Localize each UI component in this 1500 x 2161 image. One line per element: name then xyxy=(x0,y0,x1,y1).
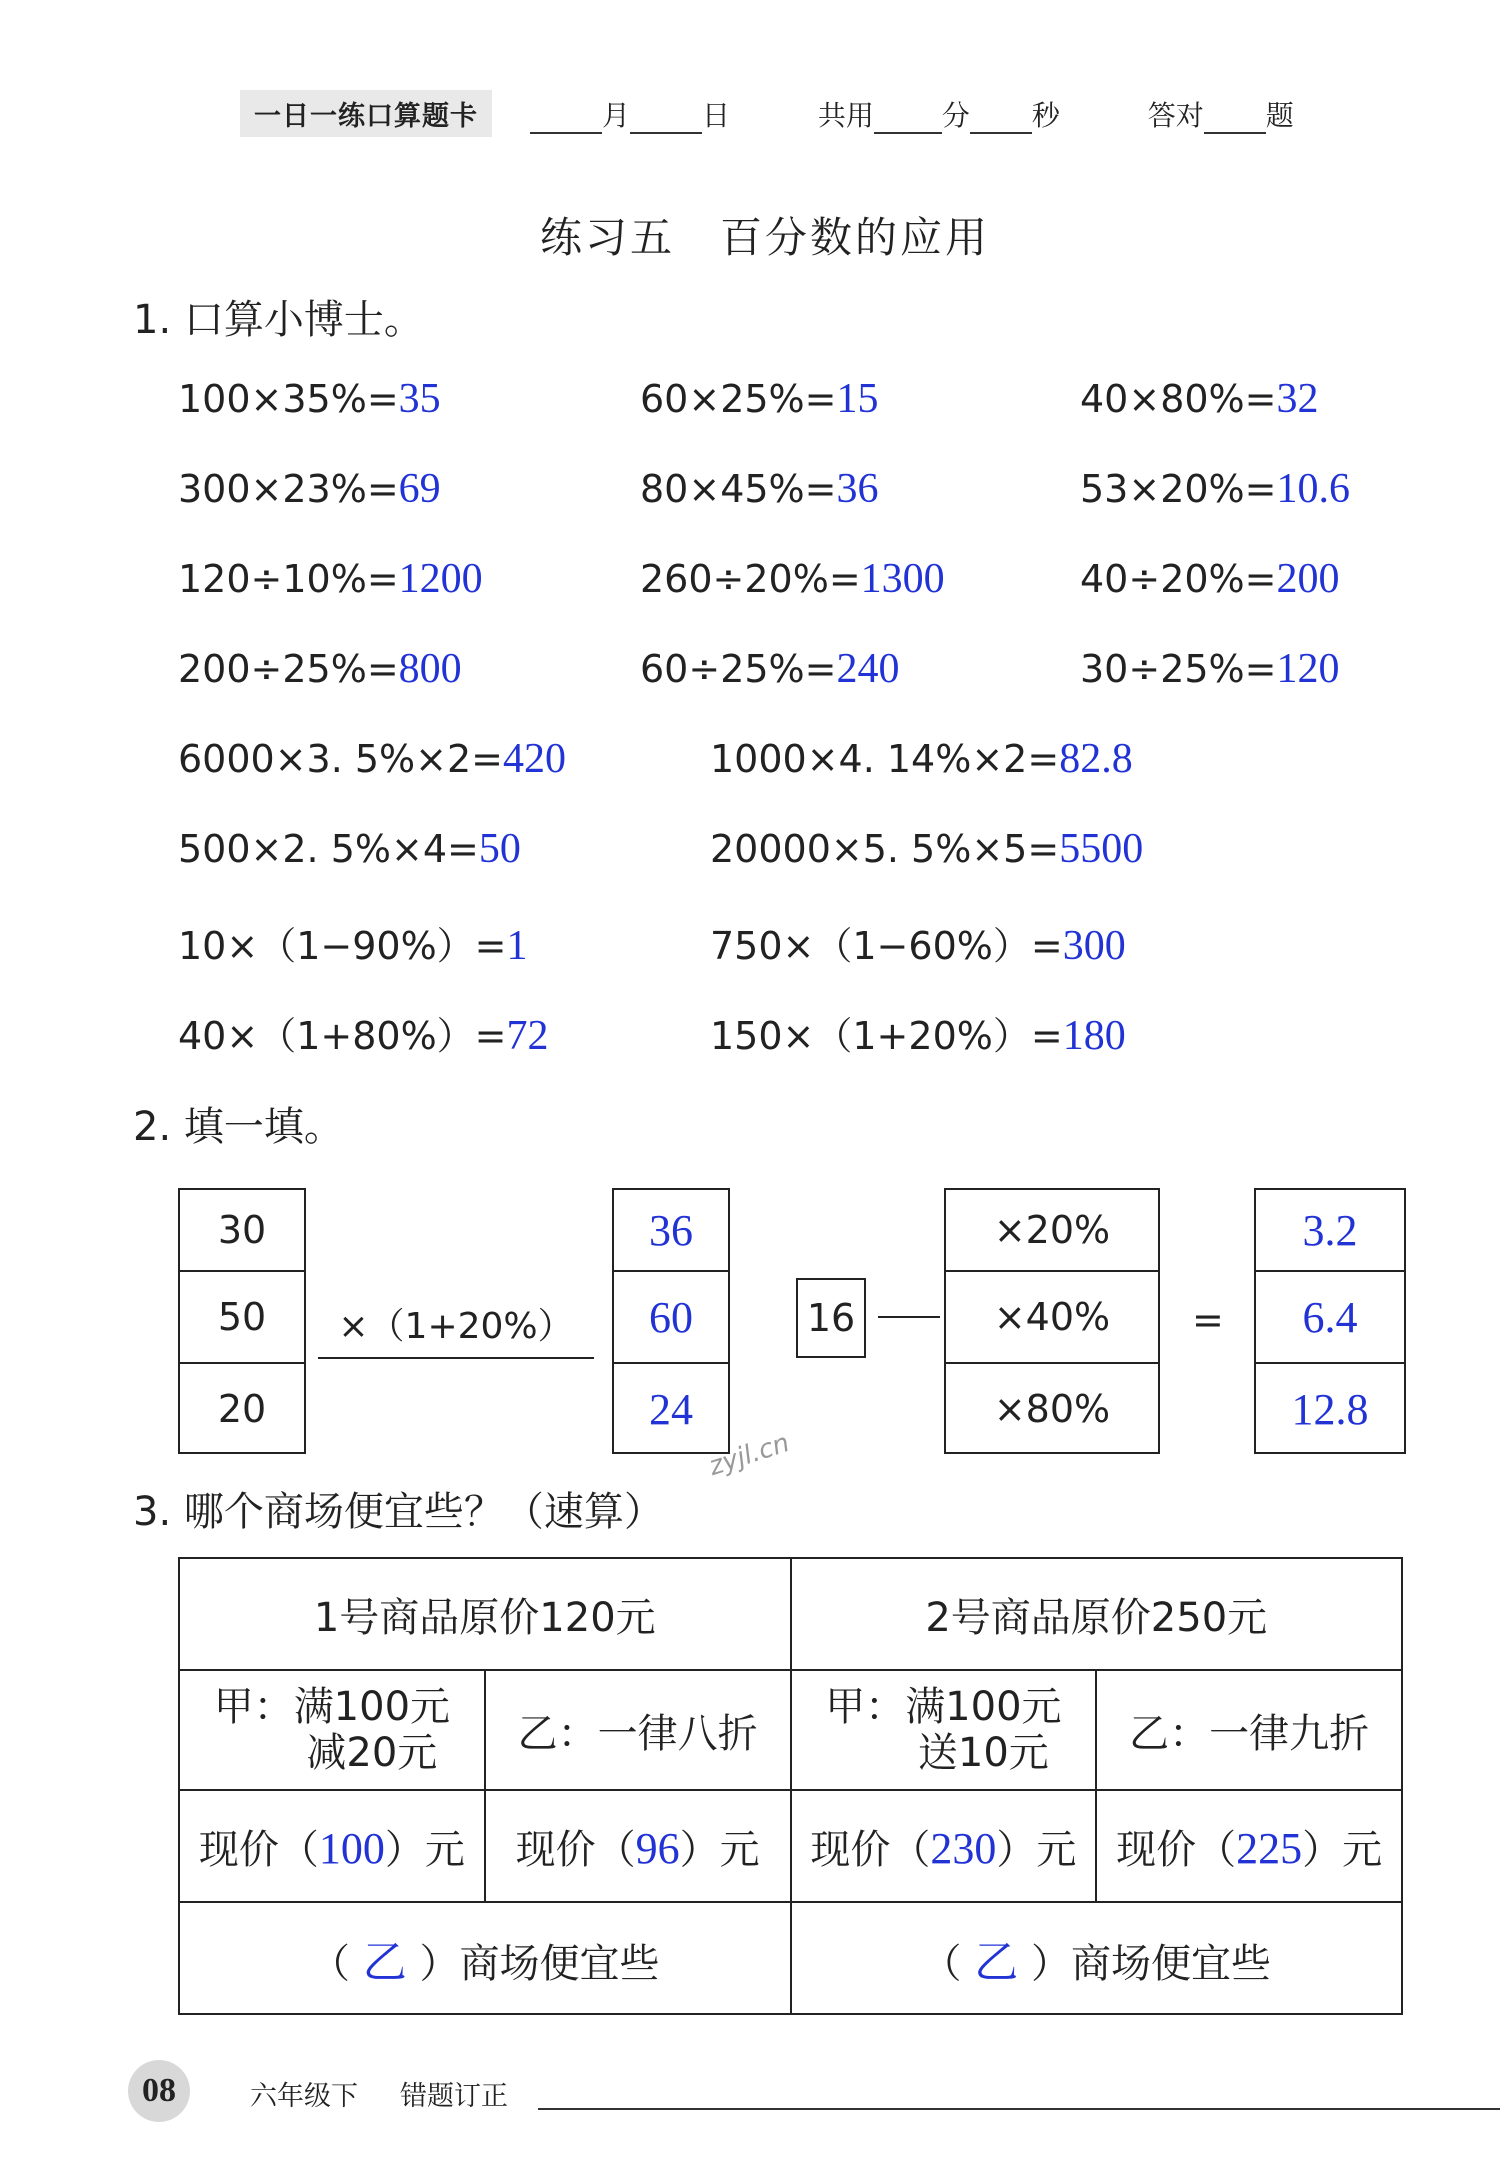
equation-answer: 10.6 xyxy=(1276,466,1350,512)
equation xyxy=(178,1005,549,1060)
result-cell: 3.2 xyxy=(1302,1205,1358,1255)
equation-answer: 200 xyxy=(1276,556,1340,602)
header-fields: 月 日 共用 分 秒 答对 题 xyxy=(530,94,1294,134)
equation-question: 20000×5. 5%×5= xyxy=(710,827,1060,871)
grade-label: 六年级下 xyxy=(250,2081,358,2112)
card-badge: 一日一练口算题卡 xyxy=(240,90,492,137)
equation-question: 500×2. 5%×4= xyxy=(178,827,479,871)
equation xyxy=(178,645,462,693)
section3-heading: 3. 哪个商场便宜些？（速算） xyxy=(133,1489,664,1535)
equation-question: 40×（1+80%）= xyxy=(178,1014,507,1058)
offer-yi-2: 乙：一律九折 xyxy=(1096,1670,1402,1790)
operator-line xyxy=(318,1357,594,1359)
equation xyxy=(710,825,1143,873)
offer-yi-1: 乙：一律八折 xyxy=(485,1670,791,1790)
offer-jia-2: 甲： 满100元 送10元 xyxy=(791,1670,1097,1790)
price-cell: 现价（230）元 xyxy=(791,1790,1097,1902)
right-result-column xyxy=(1254,1188,1406,1454)
equation-answer: 1200 xyxy=(398,556,483,602)
equation-answer: 1 xyxy=(506,923,528,969)
multiplier-cell: ×40% xyxy=(946,1270,1158,1362)
offer-jia-1: 甲： 满100元 减20元 xyxy=(179,1670,485,1790)
equation xyxy=(710,735,1133,783)
input-cell: 50 xyxy=(180,1270,304,1362)
connector-line xyxy=(878,1316,940,1318)
start-number: 16 xyxy=(796,1278,866,1358)
equation-question: 30÷25%= xyxy=(1080,647,1277,691)
item2-header: 2号商品原价250元 xyxy=(791,1558,1403,1670)
equation-answer: 50 xyxy=(478,826,521,872)
page-title: 练习五 百分数的应用 xyxy=(539,213,990,262)
equation-question: 200÷25%= xyxy=(178,647,399,691)
result-cell: 6.4 xyxy=(1256,1270,1404,1362)
equation xyxy=(710,1005,1126,1060)
equation xyxy=(640,465,879,513)
equation xyxy=(178,555,483,603)
equation xyxy=(710,915,1126,970)
equation-answer: 800 xyxy=(398,646,462,692)
operator-label: ×（1+20%） xyxy=(338,1306,574,1347)
equation-question: 60÷25%= xyxy=(640,647,837,691)
item1-header: 1号商品原价120元 xyxy=(179,1558,791,1670)
left-input-column xyxy=(178,1188,306,1454)
result-cell: 12.8 xyxy=(1256,1362,1404,1454)
equation xyxy=(640,555,945,603)
equation xyxy=(178,915,528,970)
correction-label: 错题订正 xyxy=(400,2081,508,2112)
equation-question: 60×25%= xyxy=(640,377,837,421)
multiplier-cell: ×80% xyxy=(946,1362,1158,1454)
equation xyxy=(1080,465,1350,513)
equation xyxy=(640,375,879,423)
equation-question: 53×20%= xyxy=(1080,467,1277,511)
equation-question: 260÷20%= xyxy=(640,557,861,601)
equation-question: 40÷20%= xyxy=(1080,557,1277,601)
section2-heading: 2. 填一填。 xyxy=(133,1104,344,1150)
equation-answer: 15 xyxy=(836,376,879,422)
equation xyxy=(1080,375,1319,423)
equation-question: 100×35%= xyxy=(178,377,399,421)
equation-answer: 69 xyxy=(398,466,441,512)
watermark: zyjl.cn xyxy=(705,1427,794,1483)
input-cell: 20 xyxy=(180,1362,304,1454)
equation-answer: 5500 xyxy=(1059,826,1144,872)
equation xyxy=(178,825,521,873)
equation-question: 750×（1−60%）= xyxy=(710,924,1063,968)
equation-question: 10×（1−90%）= xyxy=(178,924,507,968)
equation-question: 80×45%= xyxy=(640,467,837,511)
input-cell: 30 xyxy=(217,1208,267,1252)
result-cell: 24 xyxy=(614,1362,728,1454)
equation-answer: 32 xyxy=(1276,376,1319,422)
price-cell: 现价（100）元 xyxy=(179,1790,485,1902)
equation-answer: 1300 xyxy=(860,556,945,602)
equals-sign: = xyxy=(1192,1298,1224,1342)
section1-heading: 1. 口算小博士。 xyxy=(133,297,424,343)
result-cell: 60 xyxy=(614,1270,728,1362)
equation-answer: 420 xyxy=(503,736,567,782)
multiplier-cell: ×20% xyxy=(993,1208,1111,1252)
equation-answer: 72 xyxy=(506,1013,549,1059)
equation-question: 40×80%= xyxy=(1080,377,1277,421)
correction-line xyxy=(538,2108,1500,2110)
equation-answer: 36 xyxy=(836,466,879,512)
equation-answer: 300 xyxy=(1062,923,1126,969)
page-number: 08 xyxy=(128,2060,190,2122)
equation-question: 6000×3. 5%×2= xyxy=(178,737,504,781)
equation-answer: 35 xyxy=(398,376,441,422)
equation-answer: 180 xyxy=(1062,1013,1126,1059)
equation xyxy=(1080,555,1340,603)
equation xyxy=(178,465,441,513)
equation-question: 150×（1+20%）= xyxy=(710,1014,1063,1058)
equation-question: 1000×4. 14%×2= xyxy=(710,737,1060,781)
multiplier-column xyxy=(944,1188,1160,1454)
cheaper-cell: （ 乙 ）商场便宜些 xyxy=(791,1902,1403,2014)
equation xyxy=(1080,645,1340,693)
equation-answer: 240 xyxy=(836,646,900,692)
equation-question: 300×23%= xyxy=(178,467,399,511)
price-cell: 现价（96）元 xyxy=(485,1790,791,1902)
equation-answer: 82.8 xyxy=(1059,736,1133,782)
equation-question: 120÷10%= xyxy=(178,557,399,601)
equation-answer: 120 xyxy=(1276,646,1340,692)
equation xyxy=(178,735,566,783)
cheaper-cell: （ 乙 ）商场便宜些 xyxy=(179,1902,791,2014)
result-cell: 36 xyxy=(649,1205,693,1255)
price-cell: 现价（225）元 xyxy=(1096,1790,1402,1902)
equation xyxy=(178,375,441,423)
store-comparison-table xyxy=(178,1557,1403,2015)
equation xyxy=(640,645,900,693)
left-result-column xyxy=(612,1188,730,1454)
page-header xyxy=(240,90,1340,140)
